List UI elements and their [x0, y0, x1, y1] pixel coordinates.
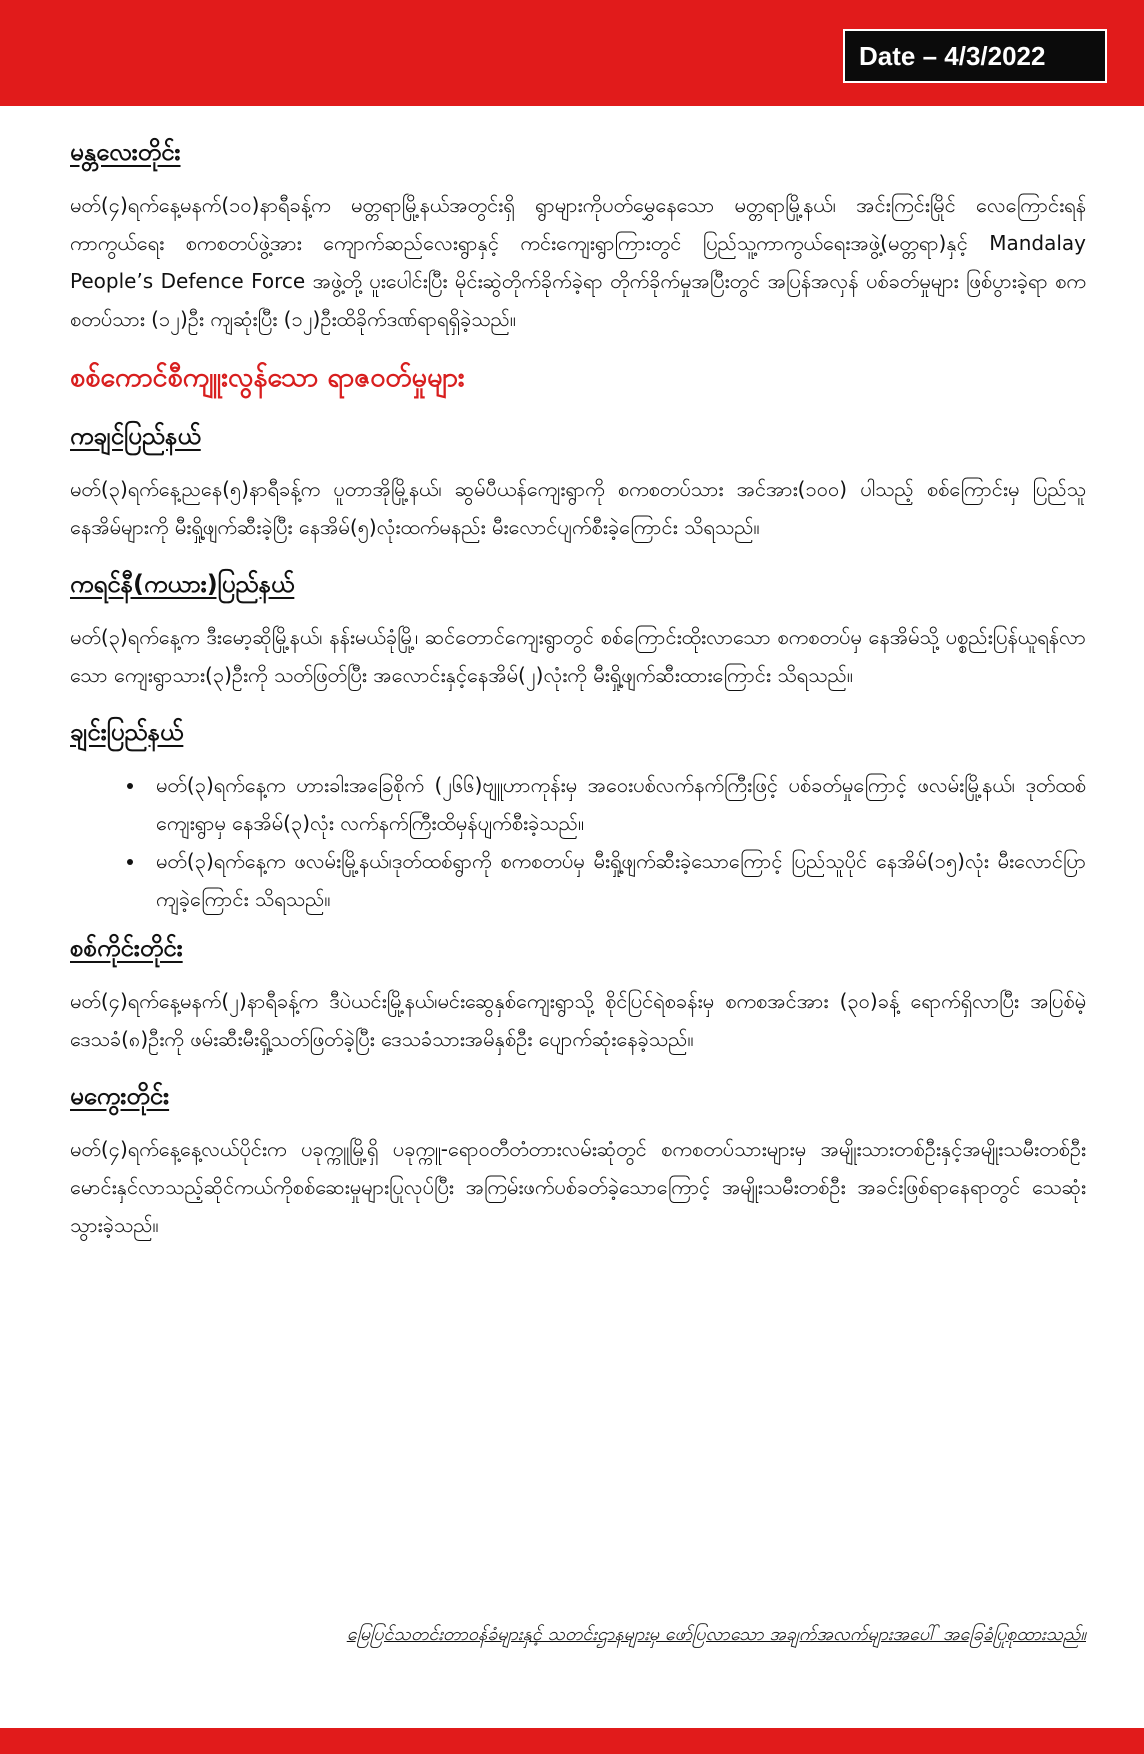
source-footnote: မြေပြင်သတင်းတာဝန်ခံများနှင့် သတင်းဌာနများမှ ဖော်ပြလာသော အချက်အလက်များအပေါ် အခြေခံပြုစုထားသည်။: [346, 1624, 1086, 1645]
heading-karenni: ကရင်နီ(ကယား)ပြည်နယ်: [70, 570, 295, 598]
heading-sagaing: စစ်ကိုင်းတိုင်း: [70, 934, 183, 962]
report-body: [70, 128, 1086, 1258]
chin-bullet-list: [70, 766, 1086, 918]
heading-magway: မကွေးတိုင်း: [70, 1082, 170, 1110]
date-badge: Date – 4/3/2022: [843, 29, 1107, 83]
heading-chin: ချင်းပြည်နယ်: [70, 718, 184, 746]
bottom-red-band: [0, 1728, 1144, 1754]
paragraph-karenni: မတ်(၃)ရက်နေ့က ဒီးမော့ဆိုမြို့နယ်၊ နန်းမယ်ခုံမြို့၊ ဆင်တောင်ကျေးရွာတွင် စစ်ကြောင်းထိုးလာသော စကစတပ်မှ နေအိမ်သို့ ပစ္စည်းပြန်ယူရန်လာသော ကျေးရွာသား(၃)ဦးကို သတ်ဖြတ်ပြီး အလောင်းနှင့်နေအိမ်(၂)လုံးကို မီးရှို့ဖျက်ဆီးထားကြောင်း သိရသည်။: [70, 625, 1086, 687]
paragraph-kachin: မတ်(၃)ရက်နေ့ညနေ(၅)နာရီခန့်က ပူတာအိုမြို့နယ်၊ ဆွမ်ပီယန်ကျေးရွာကို စကစတပ်သား အင်အား(၁၀၀) ပါသည့် စစ်ကြောင်းမှ ပြည်သူနေအိမ်များကို မီးရှို့ဖျက်ဆီးခဲ့ပြီး နေအိမ်(၅)လုံးထက်မနည်း မီးလောင်ပျက်စီးခဲ့ကြောင်း သိရသည်။: [70, 477, 1086, 539]
heading-mandalay: မန္တလေးတိုင်း: [70, 138, 181, 166]
paragraph-mandalay: မတ်(၄)ရက်နေ့မနက်(၁၀)နာရီခန့်က မတ္တရာမြို့နယ်အတွင်းရှိ ရွာများကိုပတ်မွှေနေသော မတ္တရာမြို့နယ်၊ အင်းကြင်းမြိုင် လေကြောင်းရန်ကာကွယ်ရေး စကစတပ်ဖွဲ့အား ကျောက်ဆည်လေးရွာနှင့် ကင်းကျေးရွာကြားတွင် ပြည်သူ့ကာကွယ်ရေးအဖွဲ့(မတ္တရာ)နှင့် Mandalay People’s Defence Force အဖွဲ့တို့ ပူးပေါင်းပြီး မိုင်းဆွဲတိုက်ခိုက်ခဲ့ရာ တိုက်ခိုက်မှုအပြီးတွင် အပြန်အလှန် ပစ်ခတ်မှုများ ဖြစ်ပွားခဲ့ရာ စကစတပ်သား (၁၂)ဦး ကျဆုံးပြီး (၁၂)ဦးထိခိုက်ဒဏ်ရာရရှိခဲ့သည်။: [70, 193, 1086, 331]
paragraph-magway: မတ်(၄)ရက်နေ့နေ့လယ်ပိုင်းက ပခုက္ကူမြို့ရှိ ပခုက္ကူ-ရောဝတီတံတားလမ်းဆုံတွင် စကစတပ်သားများမှ အမျိုးသားတစ်ဦးနှင့်အမျိုးသမီးတစ်ဦးမောင်းနှင်လာသည့်ဆိုင်ကယ်ကိုစစ်ဆေးမှုများပြုလုပ်ပြီး အကြမ်းဖက်ပစ်ခတ်ခဲ့သောကြောင့် အမျိုးသမီးတစ်ဦး အခင်းဖြစ်ရာနေရာတွင် သေဆုံးသွားခဲ့သည်။: [70, 1137, 1086, 1237]
war-crimes-title: စစ်ကောင်စီကျူးလွန်သော ရာဇဝတ်မှုများ: [70, 362, 465, 393]
list-item: • မတ်(၃)ရက်နေ့က ဖလမ်းမြို့နယ်၊ဒုတ်ထစ်ရွာကို စကစတပ်မှ မီးရှို့ဖျက်ဆီးခဲ့သောကြောင့် ပြည်သူပိုင် နေအိမ်(၁၅)လုံး မီးလောင်ပြာကျခဲ့ကြောင်း သိရသည်။: [146, 842, 1086, 918]
heading-kachin: ကချင်ပြည်နယ်: [70, 422, 201, 450]
list-item: • မတ်(၃)ရက်နေ့က ဟားခါးအခြေစိုက် (၂၆၆)ဗျူဟာကုန်းမှ အဝေးပစ်လက်နက်ကြီးဖြင့် ပစ်ခတ်မှုကြောင့် ဖလမ်းမြို့နယ်၊ ဒုတ်ထစ်ကျေးရွာမှ နေအိမ်(၃)လုံး လက်နက်ကြီးထိမှန်ပျက်စီးခဲ့သည်။: [146, 766, 1086, 842]
paragraph-sagaing: မတ်(၄)ရက်နေ့မနက်(၂)နာရီခန့်က ဒီပဲယင်းမြို့နယ်၊မင်းဆွေနှစ်ကျေးရွာသို့ စိုင်ပြင်ရဲစခန်းမှ စကစအင်အား (၃၀)ခန့် ရောက်ရှိလာပြီး အပြစ်မဲ့ဒေသခံ(၈)ဦးကို ဖမ်းဆီးမီးရှို့သတ်ဖြတ်ခဲ့ပြီး ဒေသခံသားအမိနှစ်ဦး ပျောက်ဆုံးနေခဲ့သည်။: [70, 989, 1086, 1051]
